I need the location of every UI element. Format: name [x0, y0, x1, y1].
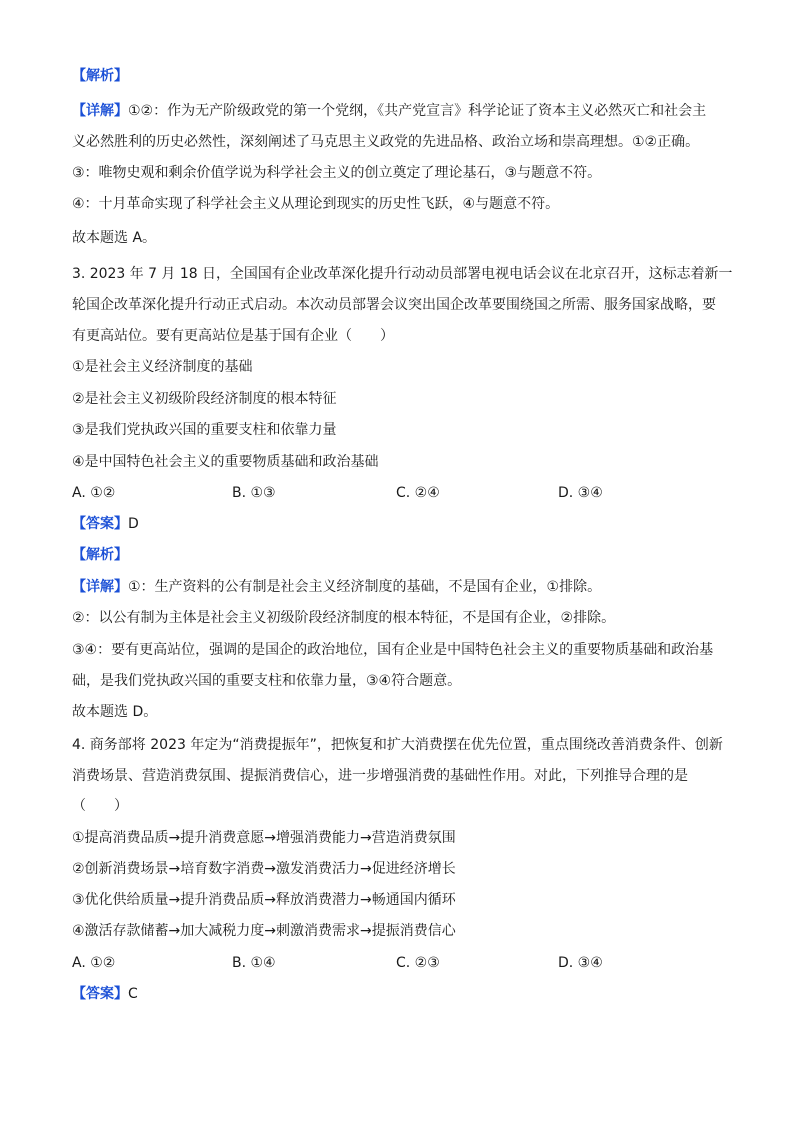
answer-value: C: [128, 986, 138, 1002]
option-a: A. ①②: [72, 955, 116, 971]
option-c: C. ②③: [396, 955, 440, 971]
option-b: B. ①③: [232, 485, 276, 501]
statement-item: ①是社会主义经济制度的基础: [72, 359, 253, 375]
option-a: A. ①②: [72, 485, 116, 501]
detail-line: 【详解】①：生产资料的公有制是社会主义经济制度的基础，不是国有企业，①排除。: [72, 579, 602, 595]
option-c: C. ②④: [396, 485, 440, 501]
analysis-heading: 【解析】: [72, 547, 128, 563]
statement-item: ③优化供给质量→提升消费品质→释放消费潜力→畅通国内循环: [72, 892, 456, 908]
question-3-stem: 轮国企改革深化提升行动正式启动。本次动员部署会议突出国企改革要围绕国之所需、服务国家战略，要: [72, 297, 716, 313]
statement-item: ①提高消费品质→提升消费意愿→增强消费能力→营造消费氛围: [72, 830, 456, 846]
statement-item: ③是我们党执政兴国的重要支柱和依靠力量: [72, 422, 337, 438]
question-4-stem: （ ）: [72, 798, 128, 814]
detail-line: 础，是我们党执政兴国的重要支柱和依靠力量，③④符合题意。: [72, 673, 462, 689]
statement-item: ②创新消费场景→培育数字消费→激发消费活力→促进经济增长: [72, 861, 456, 877]
conclusion-line: 故本题选 A。: [72, 230, 157, 246]
analysis-heading: 【解析】: [72, 68, 128, 84]
detail-heading: 【详解】: [72, 103, 128, 119]
detail-line: ③：唯物史观和剩余价值学说为科学社会主义的创立奠定了理论基石，③与题意不符。: [72, 165, 602, 181]
statement-item: ④是中国特色社会主义的重要物质基础和政治基础: [72, 454, 379, 470]
option-b: B. ①④: [232, 955, 276, 971]
detail-line: ④：十月革命实现了科学社会主义从理论到现实的历史性飞跃，④与题意不符。: [72, 196, 560, 212]
statement-item: ④激活存款储蓄→加大减税力度→刺激消费需求→提振消费信心: [72, 923, 456, 939]
question-4-stem: 4. 商务部将 2023 年定为“消费提振年”，把恢复和扩大消费摆在优先位置，重点围绕改善消费条件、创新: [72, 737, 723, 753]
detail-line: ③④：要有更高站位，强调的是国企的政治地位，国有企业是中国特色社会主义的重要物质基础和政治基: [72, 642, 714, 658]
question-3-stem: 3. 2023 年 7 月 18 日，全国国有企业改革深化提升行动动员部署电视电话会议在北京召开，这标志着新一: [72, 266, 733, 282]
option-d: D. ③④: [558, 955, 603, 971]
answer-heading: 【答案】: [72, 516, 128, 532]
answer-line: [72, 515, 732, 533]
option-d: D. ③④: [558, 485, 603, 501]
question-4-stem: 消费场景、营造消费氛围、提振消费信心，进一步增强消费的基础性作用。对此，下列推导合理的是: [72, 768, 688, 784]
conclusion-line: 故本题选 D。: [72, 704, 158, 720]
detail-line: 【详解】①②：作为无产阶级政党的第一个党纲，《共产党宣言》科学论证了资本主义必然灭亡和社会主: [72, 103, 707, 119]
answer-heading: 【答案】: [72, 986, 128, 1002]
question-3-stem: 有更高站位。要有更高站位是基于国有企业（ ）: [72, 328, 394, 344]
answer-value: D: [128, 516, 139, 532]
answer-line: [72, 985, 732, 1003]
detail-line: ②：以公有制为主体是社会主义初级阶段经济制度的根本特征，不是国有企业，②排除。: [72, 610, 616, 626]
detail-heading: 【详解】: [72, 579, 128, 595]
detail-line: 义必然胜利的历史必然性，深刻阐述了马克思主义政党的先进品格、政治立场和崇高理想。①②正确。: [72, 134, 700, 150]
statement-item: ②是社会主义初级阶段经济制度的根本特征: [72, 391, 337, 407]
